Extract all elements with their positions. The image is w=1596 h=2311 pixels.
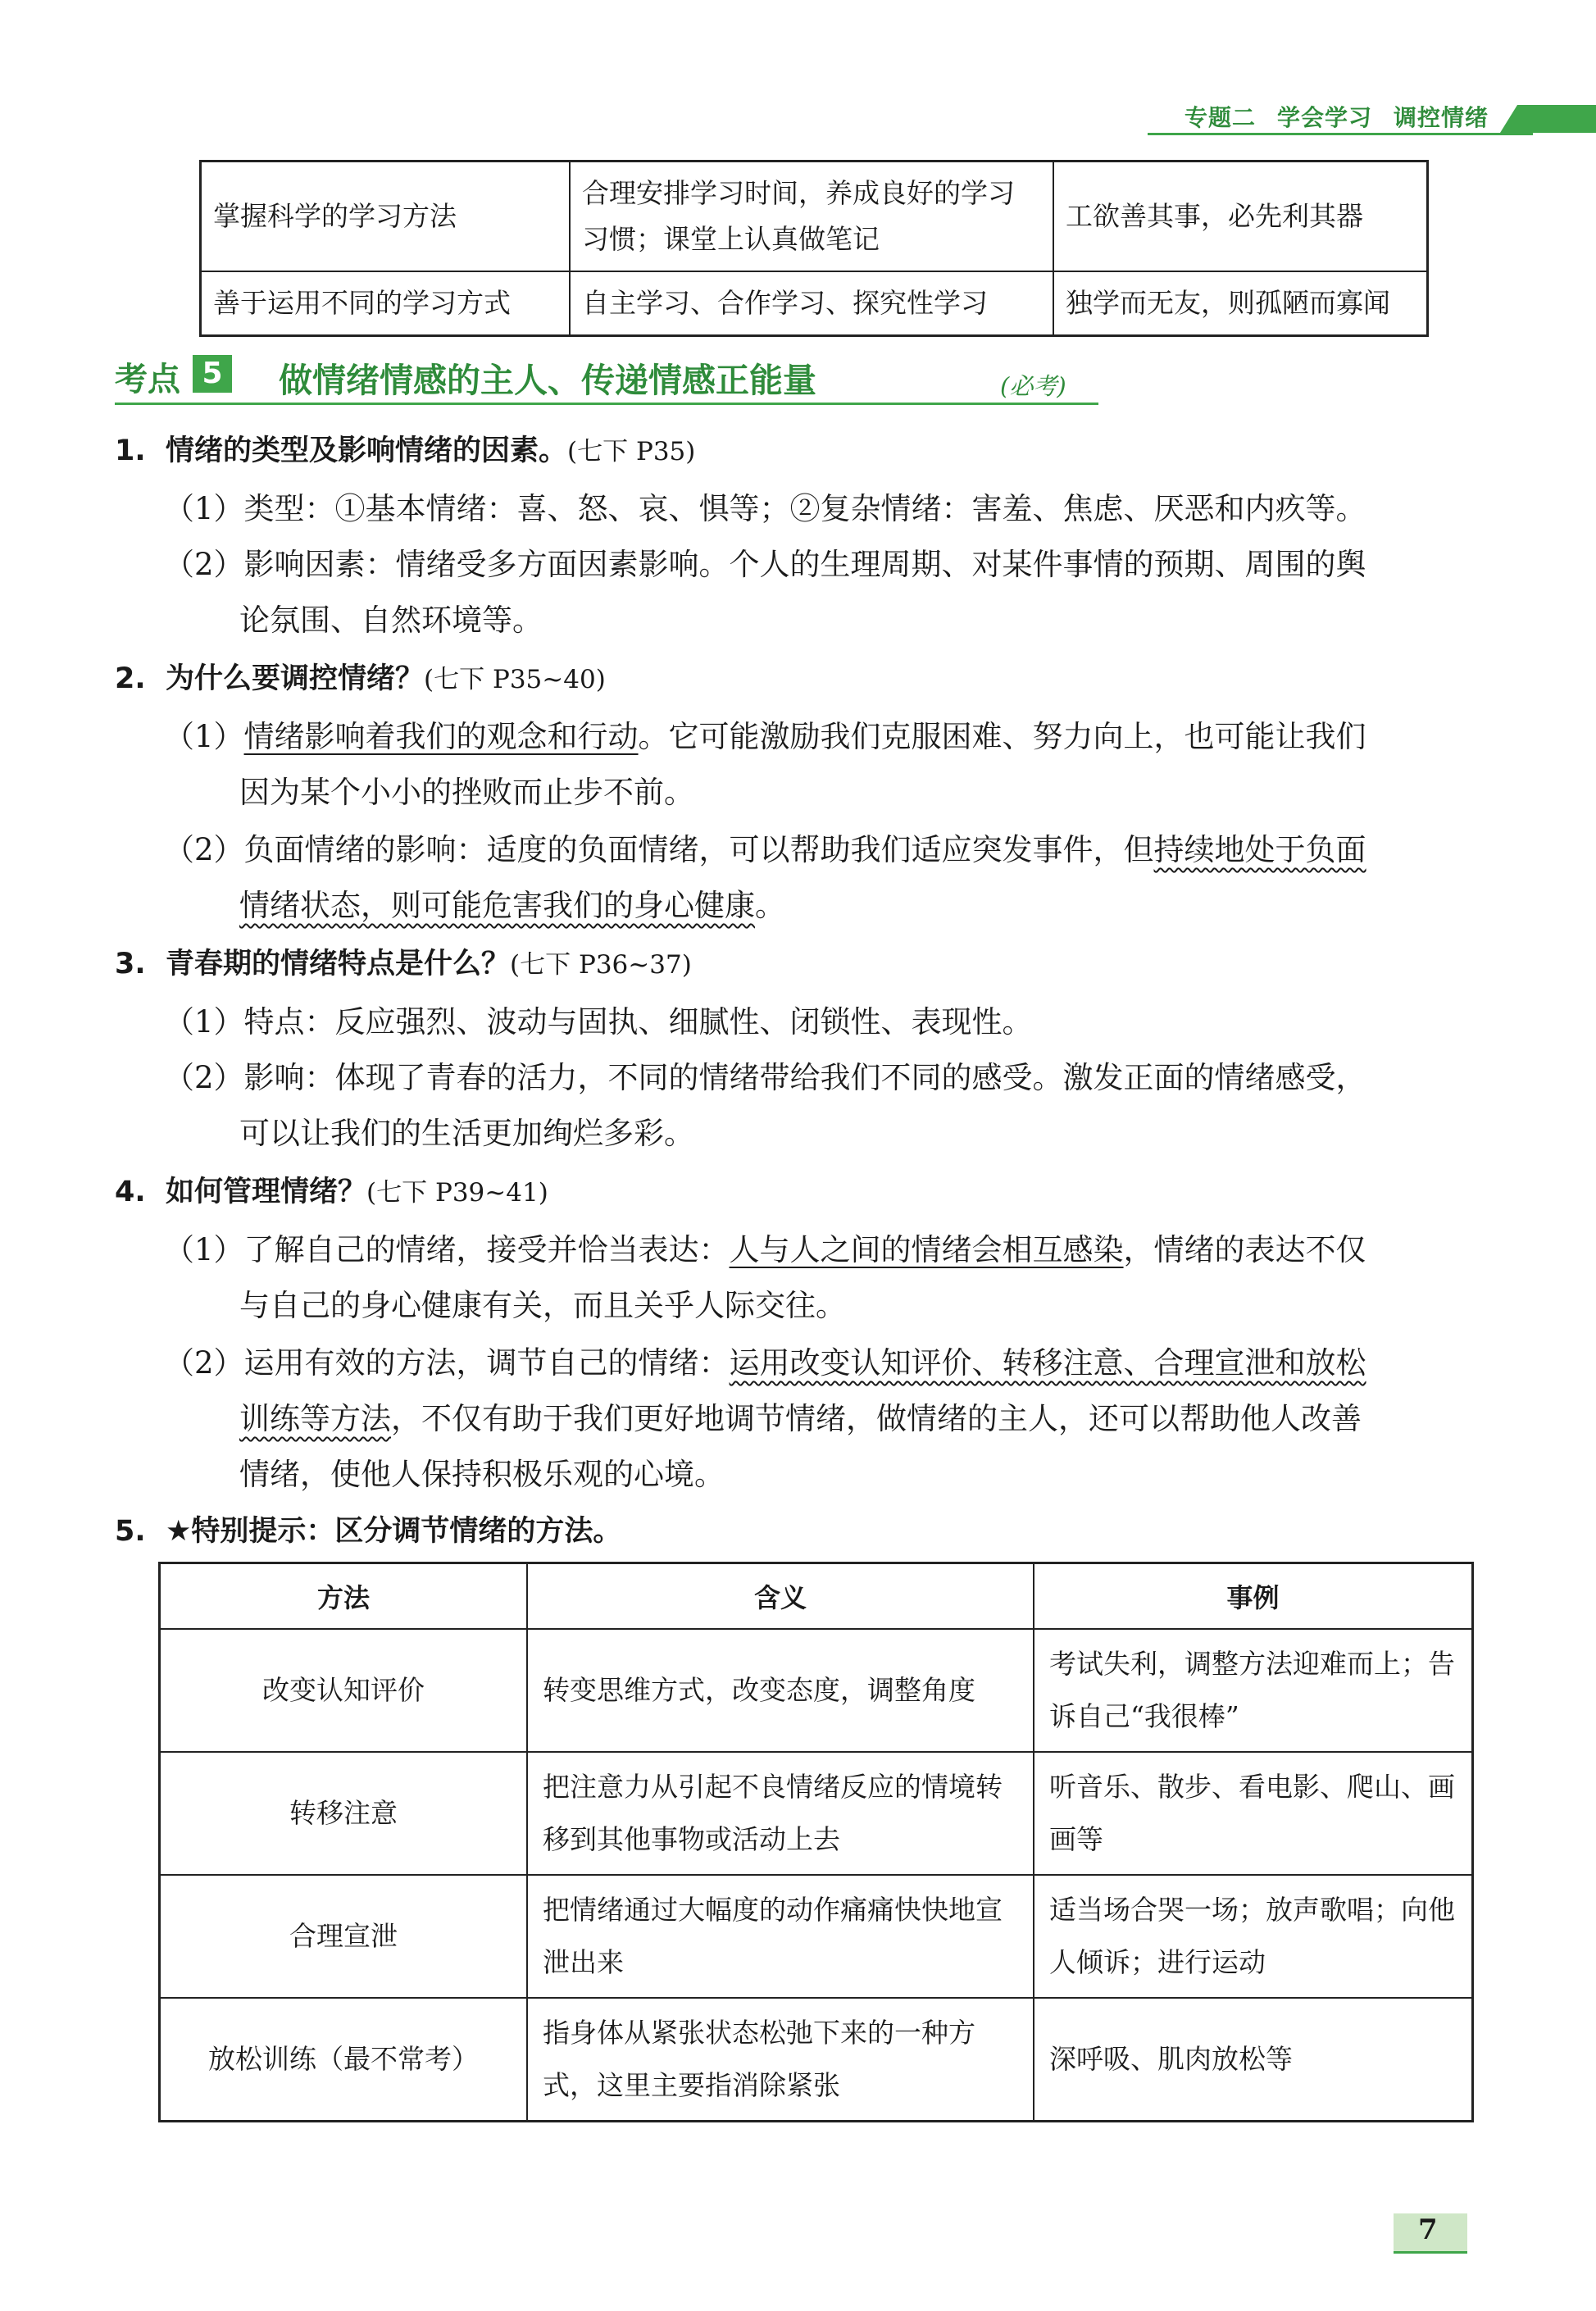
section-title: 做情绪情感的主人、传递情感正能量 (279, 361, 816, 400)
table-row (160, 1629, 1473, 1752)
section-rule (115, 403, 1098, 405)
question-text: 为什么要调控情绪？ (166, 662, 425, 695)
textbook-ref: (七下 P35~40) (424, 665, 606, 694)
wavy-key-point: 持续地处于负面 (1153, 832, 1366, 867)
table-row (160, 1998, 1473, 2122)
q4-point-1-cont: 与自己的身心健康有关，而且关乎人际交往。 (239, 1288, 846, 1323)
question-2 (115, 656, 606, 697)
method-cell: 放松训练（最不常考） (160, 1998, 528, 2122)
rest: ，不仅有助于我们更好地调节情绪，做情绪的主人，还可以帮助他人改善 (391, 1401, 1362, 1436)
question-number: 2. (115, 662, 146, 695)
page-header (1148, 97, 1596, 138)
rest: 。 (755, 888, 785, 923)
section-heading (115, 348, 1066, 406)
page-number: 7 (1418, 2213, 1438, 2246)
question-text: ★特别提示：区分调节情绪的方法。 (166, 1515, 622, 1548)
table-cell: 独学而无友，则孤陋而寡闻 (1053, 271, 1428, 336)
column-header: 事例 (1034, 1563, 1473, 1630)
q4-point-2-cont (239, 1394, 1362, 1438)
page-number-rule (1394, 2251, 1467, 2254)
column-header: 含义 (527, 1563, 1034, 1630)
rest: 。它可能激励我们克服困难、努力向上，也可能让我们 (638, 719, 1366, 754)
q1-point-2: （2）影响因素：情绪受多方面因素影响。个人的生理周期、对某件事情的预期、周围的舆 (164, 547, 1366, 582)
question-text: 青春期的情绪特点是什么？ (166, 948, 511, 980)
table-header-row (160, 1563, 1473, 1630)
wavy-key-point: 训练等方法 (239, 1401, 391, 1436)
q3-point-1: （1）特点：反应强烈、波动与固执、细腻性、闭锁性、表现性。 (164, 1004, 1033, 1039)
example-cell: 考试失利，调整方法迎难而上；告诉自己“我很棒” (1034, 1629, 1473, 1752)
method-cell: 合理宣泄 (160, 1875, 528, 1998)
q3-point-2: （2）影响：体现了青春的活力，不同的情绪带给我们不同的感受。激发正面的情绪感受， (164, 1060, 1366, 1095)
question-4 (115, 1169, 548, 1210)
textbook-ref: (七下 P35) (567, 437, 696, 466)
table-row (201, 271, 1428, 336)
header-rule (1148, 133, 1533, 135)
wavy-key-point: 情绪状态，则可能危害我们的身心健康 (239, 888, 755, 923)
meaning-cell: 指身体从紧张状态松弛下来的一种方式，这里主要指消除紧张 (527, 1998, 1034, 2122)
table-cell: 自主学习、合作学习、探究性学习 (570, 271, 1053, 336)
prefix: （2）运用有效的方法，调节自己的情绪： (164, 1345, 730, 1381)
table-row (160, 1752, 1473, 1875)
textbook-ref: (七下 P39~41) (366, 1178, 548, 1208)
emotion-methods-table (158, 1562, 1474, 2122)
table-cell: 合理安排学习时间，养成良好的学习习惯；课堂上认真做笔记 (570, 161, 1053, 272)
question-text: 如何管理情绪？ (166, 1176, 367, 1208)
rest: ，情绪的表达不仅 (1123, 1232, 1366, 1267)
table-cell: 工欲善其事，必先利其器 (1053, 161, 1428, 272)
header-tab-decoration (1500, 105, 1596, 133)
question-number: 3. (115, 948, 146, 980)
header-part2: 调控情绪 (1394, 104, 1489, 131)
q2-point-1-cont: 因为某个小小的挫败而止步不前。 (239, 775, 694, 810)
example-cell: 适当场合哭一场；放声歌唱；向他人倾诉；进行运动 (1034, 1875, 1473, 1998)
method-cell: 改变认知评价 (160, 1629, 528, 1752)
question-5 (115, 1508, 621, 1549)
table-cell: 善于运用不同的学习方式 (201, 271, 571, 336)
textbook-ref: (七下 P36~37) (510, 950, 692, 980)
underlined-key-point: 情绪影响着我们的观念和行动 (243, 719, 639, 754)
question-number: 1. (115, 434, 146, 467)
prefix: （2）负面情绪的影响：适度的负面情绪，可以帮助我们适应突发事件，但 (164, 832, 1154, 867)
q3-point-2-cont: 可以让我们的生活更加绚烂多彩。 (239, 1116, 694, 1151)
header-breadcrumb (1184, 100, 1510, 133)
prefix: （1） (164, 719, 244, 754)
meaning-cell: 把情绪通过大幅度的动作痛痛快快地宣泄出来 (527, 1875, 1034, 1998)
table-cell: 掌握科学的学习方法 (201, 161, 571, 272)
column-header: 方法 (160, 1563, 528, 1630)
table-row (160, 1875, 1473, 1998)
q4-point-1 (164, 1225, 1366, 1269)
question-1 (115, 428, 695, 469)
question-3 (115, 941, 692, 982)
section-label: 考点 (115, 361, 180, 398)
question-number: 4. (115, 1176, 146, 1208)
q2-point-2 (164, 825, 1366, 869)
q2-point-1 (164, 712, 1366, 756)
header-topic: 专题二 (1184, 104, 1257, 131)
q4-point-2-cont2: 情绪，使他人保持积极乐观的心境。 (239, 1457, 725, 1492)
example-cell: 听音乐、散步、看电影、爬山、画画等 (1034, 1752, 1473, 1875)
section-number: 5 (193, 355, 232, 393)
method-cell: 转移注意 (160, 1752, 528, 1875)
header-part1: 学会学习 (1277, 104, 1373, 131)
question-text: 情绪的类型及影响情绪的因素。 (166, 434, 568, 467)
q1-point-1: （1）类型：①基本情绪：喜、怒、哀、惧等；②复杂情绪：害羞、焦虑、厌恶和内疚等。 (164, 491, 1366, 526)
meaning-cell: 转变思维方式，改变态度，调整角度 (527, 1629, 1034, 1752)
question-number: 5. (115, 1515, 146, 1548)
underlined-key-point: 人与人之间的情绪会相互感染 (729, 1232, 1124, 1267)
q2-point-2-cont (239, 880, 785, 925)
section-tag: (必考) (1000, 372, 1066, 400)
prefix: （1）了解自己的情绪，接受并恰当表达： (164, 1232, 730, 1267)
wavy-key-point: 运用改变认知评价、转移注意、合理宣泄和放松 (729, 1345, 1366, 1381)
example-cell: 深呼吸、肌肉放松等 (1034, 1998, 1473, 2122)
meaning-cell: 把注意力从引起不良情绪反应的情境转移到其他事物或活动上去 (527, 1752, 1034, 1875)
q1-point-2-cont: 论氛围、自然环境等。 (239, 603, 543, 638)
q4-point-2 (164, 1338, 1366, 1382)
study-methods-table (199, 160, 1429, 337)
table-row (201, 161, 1428, 272)
